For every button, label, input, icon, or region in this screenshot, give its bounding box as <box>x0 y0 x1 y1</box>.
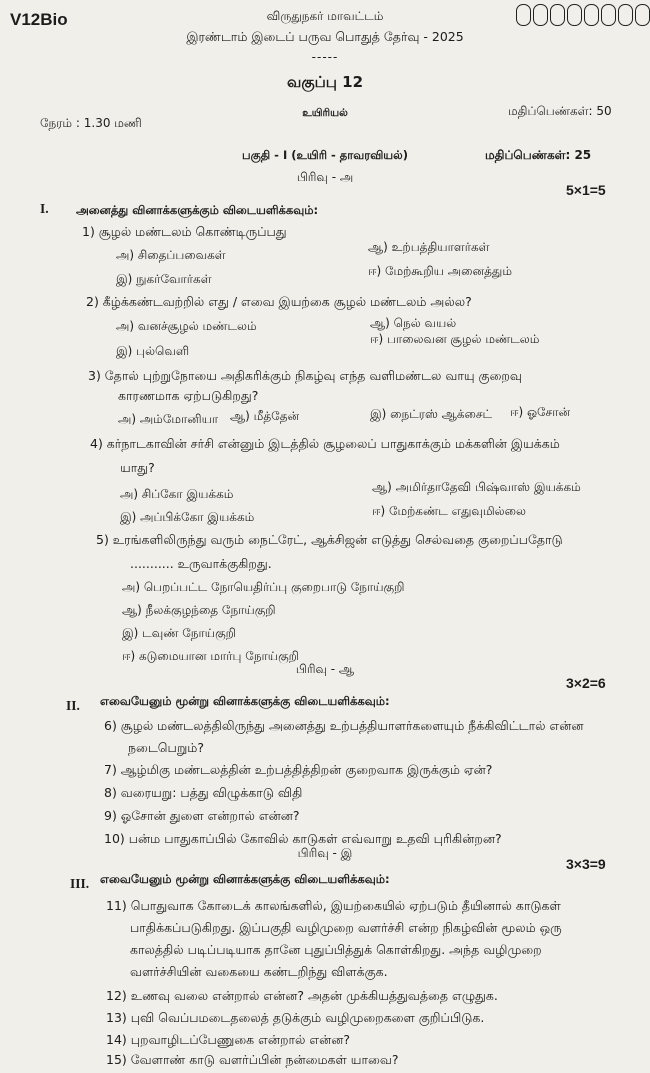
subject-title: உயிரியல் <box>302 107 348 119</box>
q2-option-a: அ) வனச்சூழல் மண்டலம் <box>116 319 257 333</box>
question-6-line-1: 6) சூழல் மண்டலத்திலிருந்து அனைத்து உற்பத்தியாளர்களையும் நீக்கிவிட்டால் என்ன <box>104 718 584 733</box>
section-c-roman: III. <box>70 876 90 891</box>
q3-option-b: ஆ) மீத்தேன் <box>230 409 300 423</box>
question-9: 9) ஓசோன் துளை என்றால் என்ன? <box>104 808 300 823</box>
question-1: 1) சூழல் மண்டலம் கொண்டிருப்பது <box>82 224 287 239</box>
title-dashes: ----- <box>311 50 339 64</box>
question-11-line-2: பாதிக்கப்படுகிறது. இப்பகுதி வழிமுறை வளர்ச்சி என்ற நிகழ்வின் மூலம் ஒரு <box>130 920 562 935</box>
exam-title: இரண்டாம் இடைப் பருவ பொதுத் தேர்வு - 2025 <box>186 29 464 44</box>
question-15: 15) வேளாண் காடு வளர்ப்பின் நன்மைகள் யாவை? <box>106 1052 399 1067</box>
q2-option-b: ஆ) நெல் வயல் <box>370 316 457 330</box>
question-11-line-4: வளர்ச்சியின் வகையை கண்டறிந்து விளக்குக. <box>130 964 388 979</box>
question-5-line-1: 5) உரங்களிலிருந்து வரும் நைட்ரேட், ஆக்சிஜன் எடுத்து செல்வதை குறைப்பதோடு <box>96 532 563 547</box>
q5-option-d: ஈ) கடுமையான மார்பு நோய்குறி <box>122 649 299 663</box>
question-10: 10) பன்ம பாதுகாப்பில் கோவில் காடுகள் எவ்வாறு உதவி புரிகின்றன? <box>104 831 502 846</box>
part-title: பகுதி - I (உயிரி - தாவரவியல்) <box>242 148 408 162</box>
question-11-line-3: காலத்தில் படிப்படியாக தானே புதுப்பித்துக் கொள்கிறது. அந்த வழிமுறை <box>130 942 542 957</box>
section-b-roman: II. <box>66 698 80 713</box>
q2-option-c: இ) புல்வெளி <box>116 344 190 358</box>
section-c-instruction: எவையேனும் மூன்று வினாக்களுக்கு விடையளிக்கவும்: <box>100 872 390 886</box>
section-c-score: 3×3=9 <box>566 856 606 872</box>
section-b-score: 3×2=6 <box>566 675 606 691</box>
division-b: பிரிவு - ஆ <box>295 662 355 676</box>
q4-option-a: அ) சிப்கோ இயக்கம் <box>120 487 234 501</box>
q5-option-b: ஆ) நீலக்குழந்தை நோய்குறி <box>122 603 276 617</box>
question-7: 7) ஆழ்மிகு மண்டலத்தின் உற்பத்தித்திறன் குறைவாக இருக்கும் ஏன்? <box>104 762 493 777</box>
section-b-instruction: எவையேனும் மூன்று வினாக்களுக்கு விடையளிக்கவும்: <box>100 694 390 708</box>
q4-option-d: ஈ) மேற்கண்ட எதுவுமில்லை <box>372 504 526 518</box>
section-a-instruction: அனைத்து வினாக்களுக்கும் விடையளிக்கவும்: <box>76 203 319 217</box>
q3-option-d: ஈ) ஓசோன் <box>510 405 571 419</box>
q1-option-c: இ) நுகர்வோர்கள் <box>116 272 212 286</box>
question-6-line-2: நடைபெறும்? <box>128 740 204 755</box>
question-14: 14) புறவாழிடப்பேணுகை என்றால் என்ன? <box>106 1032 351 1047</box>
question-3-line-2: காரணமாக ஏற்படுகிறது? <box>118 388 259 403</box>
q1-option-a: அ) சிதைப்பவைகள் <box>116 248 226 262</box>
q5-option-a: அ) பெறப்பட்ட நோயெதிர்ப்பு குறைபாடு நோய்குறி <box>122 580 405 594</box>
question-5-line-2: ........... உருவாக்குகிறது. <box>130 556 272 571</box>
section-a-roman: I. <box>40 201 49 216</box>
q4-option-b: ஆ) அமிர்தாதேவி பிஷ்வாஸ் இயக்கம் <box>372 480 581 494</box>
q3-option-c: இ) நைட்ரஸ் ஆக்சைட் <box>370 407 493 421</box>
q1-option-d: ஈ) மேற்கூறிய அனைத்தும் <box>368 264 512 278</box>
question-4-line-2: யாது? <box>120 460 155 475</box>
q2-option-d: ஈ) பாலைவன சூழல் மண்டலம் <box>370 332 540 346</box>
division-c: பிரிவு - இ <box>297 846 353 860</box>
total-marks: மதிப்பெண்கள்: 50 <box>508 104 612 118</box>
q1-option-b: ஆ) உற்பத்தியாளர்கள் <box>368 240 490 254</box>
district-title: விருதுநகர் மாவட்டம் <box>266 9 384 23</box>
question-8: 8) வரையறு: பத்து விழுக்காடு விதி <box>104 785 303 800</box>
q4-option-c: இ) அப்பிக்கோ இயக்கம் <box>120 510 255 524</box>
question-3-line-1: 3) தோல் புற்றுநோயை அதிகரிக்கும் நிகழ்வு எந்த வளிமண்டல வாயு குறைவு <box>88 368 522 383</box>
class-title: வகுப்பு 12 <box>286 73 364 91</box>
division-a: பிரிவு - அ <box>296 170 354 184</box>
question-2: 2) கீழ்க்கண்டவற்றில் எது / எவை இயற்கை சூழல் மண்டலம் அல்ல? <box>86 294 472 309</box>
exam-time: நேரம் : 1.30 மணி <box>40 116 142 130</box>
q3-option-a: அ) அம்மோனியா <box>118 412 219 426</box>
question-4-line-1: 4) கர்நாடகாவின் சர்சி என்னும் இடத்தில் சூழலைப் பாதுகாக்கும் மக்களின் இயக்கம் <box>90 436 560 451</box>
question-13: 13) புவி வெப்பமடைதலைத் தடுக்கும் வழிமுறைகளை குறிப்பிடுக. <box>106 1010 485 1025</box>
question-12: 12) உணவு வலை என்றால் என்ன? அதன் முக்கியத்துவத்தை எழுதுக. <box>106 988 498 1003</box>
part-marks: மதிப்பெண்கள்: 25 <box>485 148 592 162</box>
section-a-score: 5×1=5 <box>566 182 606 198</box>
paper-code: V12Bio <box>10 10 68 29</box>
q5-option-c: இ) டவுண் நோய்குறி <box>122 626 236 640</box>
question-11-line-1: 11) பொதுவாக கோடைக் காலங்களில், இயற்கையில் ஏற்படும் தீயினால் காடுகள் <box>106 898 561 913</box>
